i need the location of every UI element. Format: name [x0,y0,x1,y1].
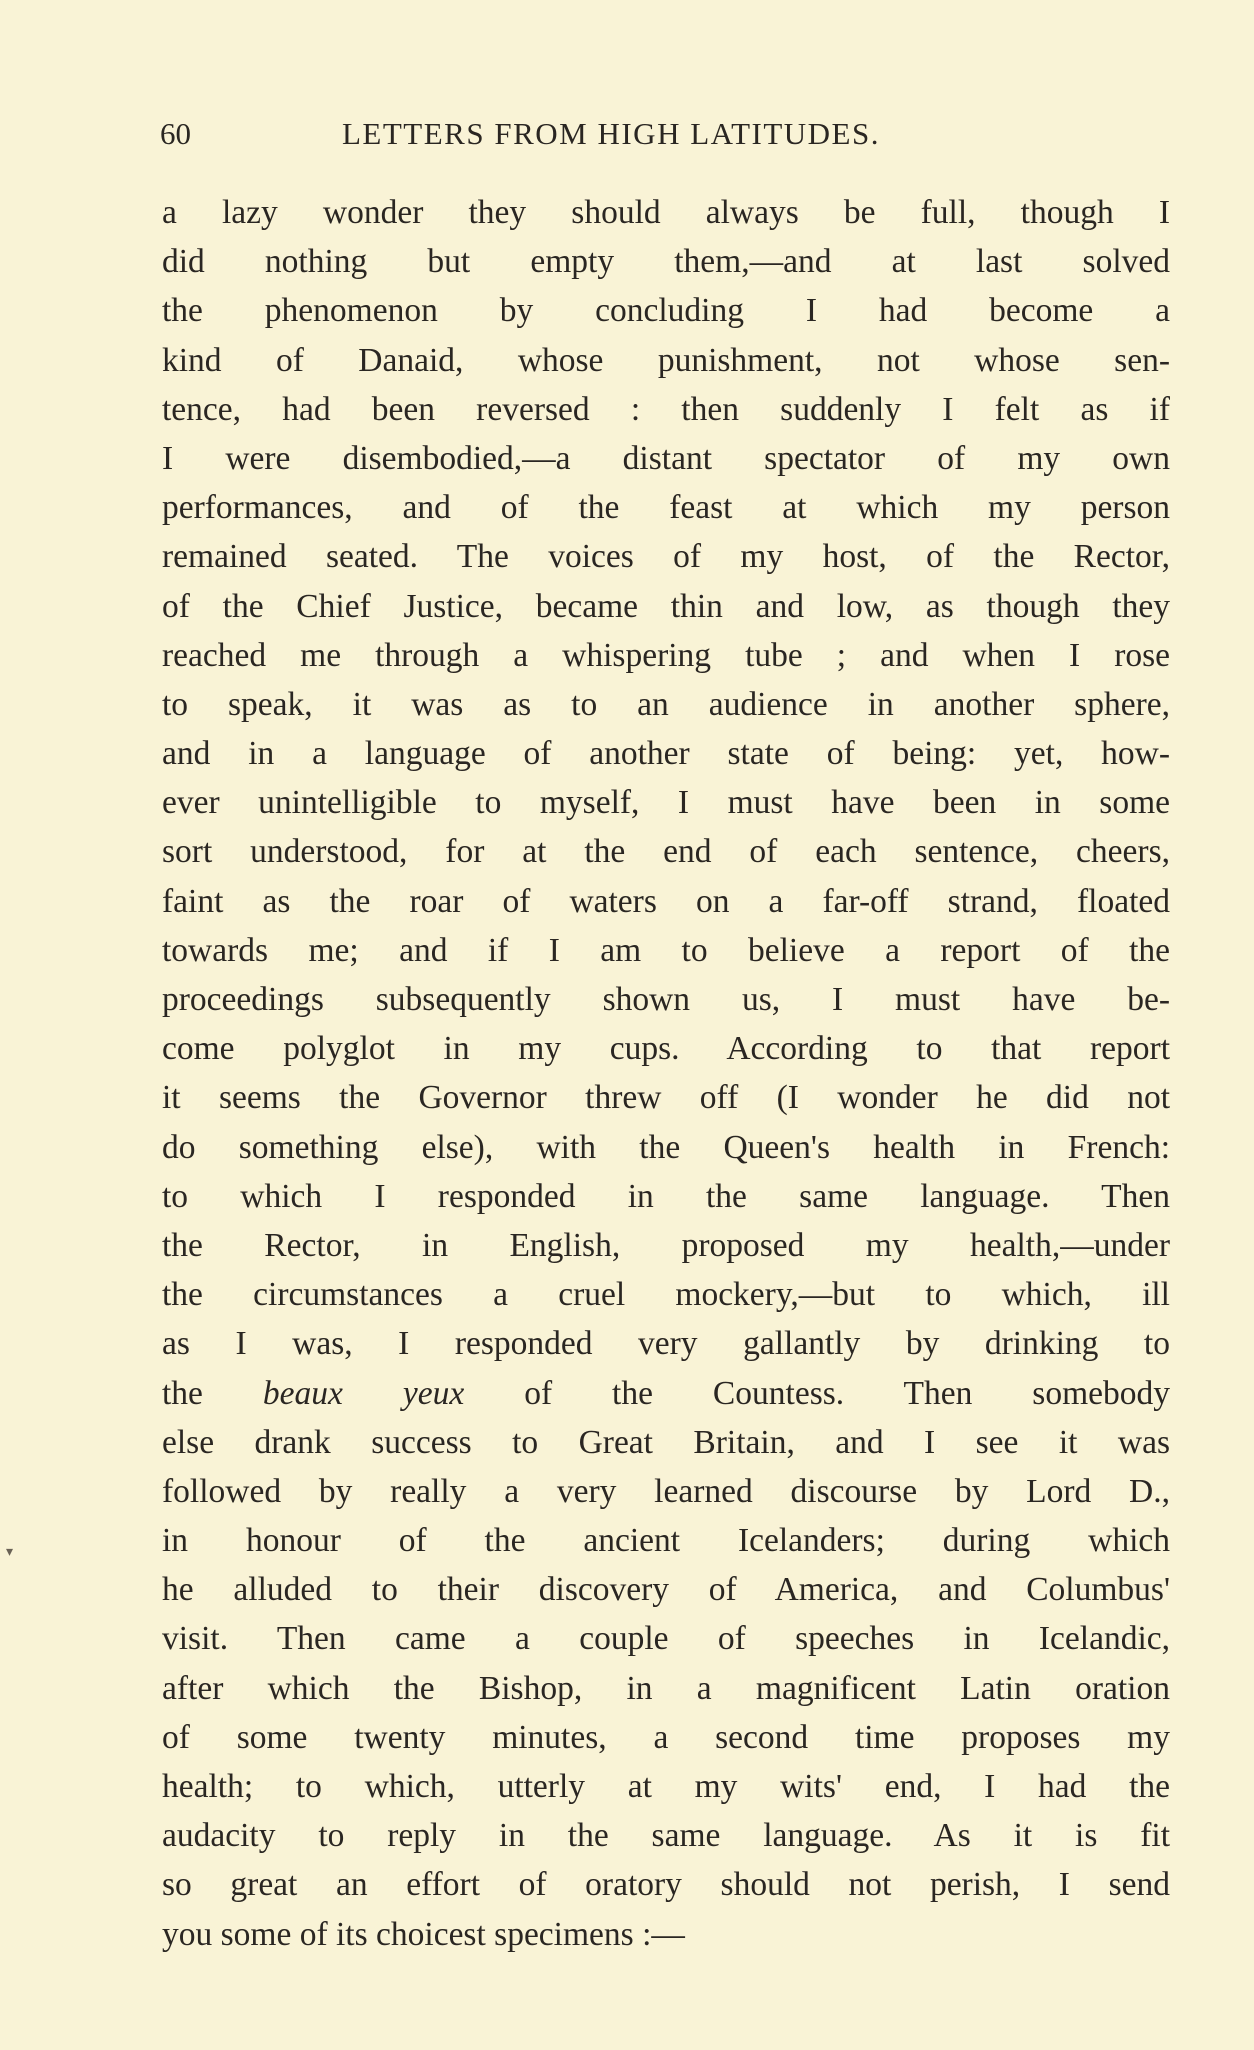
text-segment: of the Countess. Then somebody [524,1374,1170,1412]
text-line: to speak, it was as to an audience in another sphere, [162,685,1170,723]
text-line: tence, had been reversed : then suddenly I felt as if [162,390,1170,428]
text-line: and in a language of another state of being: yet, how- [162,735,1170,773]
text-line-with-italic [162,1369,1170,1418]
text-line: do something else), with the Queen's health in French: [162,1128,1170,1166]
text-line: to which I responded in the same language. Then [162,1177,1170,1215]
text-line: health; to which, utterly at my wits' end, I had the [162,1768,1170,1805]
text-line: audacity to reply in the same language. As it is fit [162,1817,1170,1855]
text-line: a lazy wonder they should always be full, though I [162,194,1170,231]
text-segment: the [162,1374,203,1412]
body-text [162,188,1170,1959]
text-line: so great an effort of oratory should not perish, I send [162,1866,1170,1904]
text-line: towards me; and if I am to believe a report of the [162,931,1170,969]
text-line: of some twenty minutes, a second time proposes my [162,1718,1170,1756]
italic-phrase: beaux yeux [262,1374,465,1412]
text-line: kind of Danaid, whose punishment, not whose sen- [162,341,1170,379]
text-line: as I was, I responded very gallantly by drinking to [162,1325,1170,1363]
text-line: the Rector, in English, proposed my health,—under [162,1226,1170,1264]
text-line: proceedings subsequently shown us, I must have be- [162,981,1170,1018]
text-line: visit. Then came a couple of speeches in Icelandic, [162,1620,1170,1658]
text-line: after which the Bishop, in a magnificent Latin oration [162,1669,1170,1707]
page-number: 60 [160,116,191,151]
running-title: LETTERS FROM HIGH LATITUDES. [342,116,880,151]
text-line: performances, and of the feast at which my person [162,489,1170,527]
text-line: the phenomenon by concluding I had become a [162,292,1170,330]
running-head [160,114,1170,154]
text-line: come polyglot in my cups. According to that report [162,1030,1170,1068]
text-line: faint as the roar of waters on a far-off strand, floated [162,882,1170,920]
text-line: you some of its choicest specimens :— [162,1915,685,1953]
text-line: of the Chief Justice, became thin and low, as though they [162,587,1170,625]
text-line: the circumstances a cruel mockery,—but to which, ill [162,1276,1170,1314]
text-line: it seems the Governor threw off (I wonder he did not [162,1079,1170,1117]
text-line: reached me through a whispering tube ; and when I rose [162,636,1170,674]
margin-mark: ▾ [6,1545,14,1560]
text-line: sort understood, for at the end of each sentence, cheers, [162,833,1170,871]
text-line: else drank success to Great Britain, and I see it was [162,1423,1170,1461]
text-line: followed by really a very learned discourse by Lord D., [162,1472,1170,1510]
text-line: I were disembodied,—a distant spectator of my own [162,439,1170,477]
text-line: did nothing but empty them,—and at last solved [162,243,1170,281]
text-line: remained seated. The voices of my host, of the Rector, [162,538,1170,576]
text-line: ever unintelligible to myself, I must have been in some [162,784,1170,822]
text-line: he alluded to their discovery of America, and Columbus' [162,1571,1170,1609]
text-line: in honour of the ancient Icelanders; during which [162,1522,1170,1560]
